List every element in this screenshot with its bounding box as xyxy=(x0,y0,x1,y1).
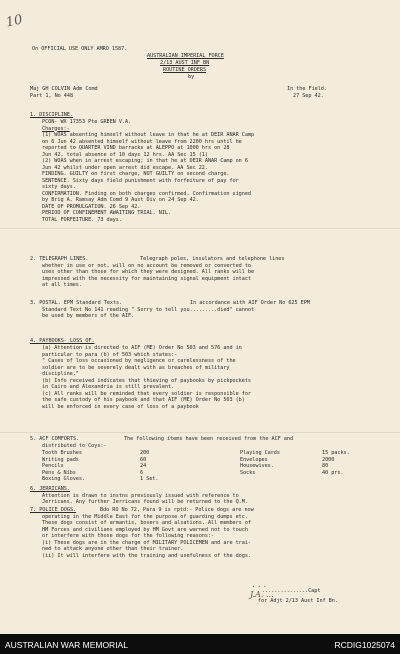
discipline-line: DATE OF PROMULGATION. 26 Sep 42. xyxy=(42,203,141,210)
section-heading-paybooks: 4. PAYBOOKS- LOSS OF. xyxy=(30,338,95,344)
paybooks-line: in Cairo and Alexandria is still prevalent. xyxy=(42,384,175,390)
telegraph-line: whether in use or not, will on no account be removed or converted to xyxy=(42,262,251,269)
paybooks-line: (b) Info received indicates that thieving of paybooks by pickpockets xyxy=(42,377,251,384)
police-dogs-line: (i) These dogs are in the charge of MILITARY POLICEMEN and are trai- xyxy=(42,539,251,546)
handwritten-signature: J.A. ... xyxy=(250,590,274,599)
signature-dots: ...............Capt xyxy=(262,588,321,594)
header-unit-title: AUSTRALIAN IMPERIAL FORCE xyxy=(147,53,224,59)
telegraph-line: impressed with the necessity for maintaining signal equipment intact xyxy=(42,275,251,282)
fold-crease xyxy=(0,228,400,229)
discipline-line: CONFIRMATION. Finding on both charges confirmed. Confirmation signed xyxy=(42,190,251,197)
jerricans-line: Jerricans. Any further Jerricans found will be returned to the Q.M. xyxy=(42,499,248,505)
telegraph-line: Telegraph poles, insulators and telephone lines xyxy=(140,256,285,262)
discipline-line: FINDING. GUILTY on first charge, NOT GUILTY on second charge. xyxy=(42,171,230,177)
comfort-item-name: Pencils xyxy=(42,463,64,469)
police-dogs-line: HM Forces and civilians employed by HM Govt are warned not to touch xyxy=(42,526,248,533)
police-dogs-line: (ii) It will interfere with the training and usefulness of the dogs. xyxy=(42,552,251,559)
paybooks-line: will be enforced in every case of loss of a paybook xyxy=(42,403,199,410)
discipline-line: sixty days. xyxy=(42,184,76,190)
archive-record-id: RCDIG1025074 xyxy=(334,640,395,650)
paybooks-line: discipline," xyxy=(42,371,79,377)
comfort-item-qty: 2000 xyxy=(322,456,335,463)
header-battalion: 2/13 AUST INF BN xyxy=(160,60,210,66)
postal-line: Standard Text No 141 reading " Sorry to tell you.........died" cannot xyxy=(42,306,255,313)
paybooks-line: the safe custody of his paybook and that AIF (ME) Order No 503 (b) xyxy=(42,397,245,403)
comfort-item-name: Housewives. xyxy=(240,463,274,469)
comfort-item-qty: 6 xyxy=(140,469,144,476)
comfort-item-qty: 1 Set. xyxy=(140,476,159,482)
discipline-line: by Brig A. Ramsay Adm Comd 9 Aust Div on 24 Sep 42. xyxy=(42,197,199,203)
discipline-line: Charges:- xyxy=(42,125,70,132)
comfort-item-name: Pens & Nibs xyxy=(42,469,76,476)
paybooks-line: soldier are to be severely dealt with as breaches of military xyxy=(42,364,230,371)
header-by: by xyxy=(188,74,195,80)
archive-name: AUSTRALIAN WAR MEMORIAL xyxy=(5,640,128,650)
comfort-item-name: Socks xyxy=(240,469,256,476)
fold-crease xyxy=(0,432,400,433)
part-number: Part 1, No 448 xyxy=(30,93,74,99)
section-heading-police-dogs: 7. POLICE DOGS. xyxy=(30,507,77,513)
archive-footer-bar xyxy=(0,634,400,654)
jerricans-line: Attention is drawn to instns previously issued with reference to xyxy=(42,492,239,499)
police-dogs-line: operating in the Middle East for the purpose of guarding dumps etc. xyxy=(42,513,248,520)
paybooks-line: " Cases of loss occasioned by negligence or carelessness of the xyxy=(42,358,236,364)
telegraph-line: at all times. xyxy=(42,282,82,288)
signature-line: for Adjt 2/13 Aust Inf Bn. xyxy=(258,598,338,604)
discipline-line: PCON- WX 17353 Pte GREEN V.A. xyxy=(42,119,132,125)
comfort-item-qty: 200 xyxy=(140,450,150,456)
classification-line: On OFFICIAL USE ONLY AMRO 1587. xyxy=(32,46,128,52)
discipline-line: on 6 Jun 42 absented himself without leave from 2200 hrs until he xyxy=(42,138,242,145)
discipline-line: Jun 42 whilst under open arrest did escape. AA Sec 22. xyxy=(42,164,208,171)
discipline-line: (2) WOAS when in arrest escaping; in that he at DEIR ANAR Camp on 6 xyxy=(42,158,248,164)
section-heading-postal: 3. POSTAL. EPM Standard Texts. xyxy=(30,300,123,306)
discipline-line: TOTAL FORFEITURE. 73 days. xyxy=(42,216,122,223)
police-dogs-line: ned to attack anyone other than their trainer. xyxy=(42,546,184,552)
comfort-item-name: Envelopes xyxy=(240,456,268,463)
section-heading-telegraph: 2. TELEGRAPH LINES. xyxy=(30,256,89,262)
comfort-item-name: Playing Cards xyxy=(240,450,280,456)
telegraph-line: uses other than those for which they were designed. All ranks will be xyxy=(42,269,255,275)
discipline-line: Jun 42, total absence of 10 days 12 hrs. AA Sec 15 (1) xyxy=(42,151,208,158)
discipline-line: reported to QUARTER VIND barracks at ALEPPO at 1000 hrs on 28 xyxy=(42,145,230,151)
police-dogs-line: or interfere with those dogs for the following reasons:- xyxy=(42,533,215,539)
handwritten-folio-number: 10 xyxy=(4,12,24,31)
discipline-line: (1) WOAS absenting himself without leave in that he at DEIR ANAR Camp xyxy=(42,132,255,138)
comfort-item-qty: 15 packs. xyxy=(322,450,350,456)
paybooks-line: (c) All ranks will be reminded that every soldier is responsible for xyxy=(42,390,251,397)
postal-line: In accordance with AIF Order No 625 EPM xyxy=(190,300,310,306)
comfort-item-qty: 80 xyxy=(322,463,329,469)
comfort-item-name: Writing pads xyxy=(42,456,79,463)
place-line: In the Field. xyxy=(287,86,327,92)
police-dogs-line: Bdo RO No 72, Para 9 is rptd:- Police dogs are now xyxy=(100,507,254,513)
comfort-item-qty: 40 prs. xyxy=(322,469,344,476)
comforts-intro: distributed to Coys:- xyxy=(42,442,107,449)
discipline-line: PERIOD OF CONFINEMENT AWAITING TRIAL. NIL. xyxy=(42,210,172,216)
police-dogs-line: These dogs consist of armantis, boxers and alsations. All members of xyxy=(42,520,251,526)
comforts-intro: The following items have been received from the ACF and xyxy=(124,436,294,442)
postal-line: be used by members of the AIF. xyxy=(42,313,135,319)
header-routine-orders: ROUTINE ORDERS xyxy=(163,67,207,73)
paybooks-line: (a) Attention is directed to AIF (ME) Order No 503 and 576 and in xyxy=(42,345,242,351)
comfort-item-qty: 24 xyxy=(140,463,147,469)
section-heading-discipline: 1. DISCIPLINE. xyxy=(30,112,74,118)
section-heading-comforts: 5. ACF COMFORTS. xyxy=(30,436,80,442)
comfort-item-name: Tooth Brushes xyxy=(42,450,82,456)
section-heading-jerricans: 6. JERRICANS. xyxy=(30,486,70,492)
comfort-item-name: Boxing Gloves. xyxy=(42,476,86,482)
commander-line: Maj GH COLVIN Adm Comd xyxy=(30,86,98,92)
paybooks-line: particular to para (b) of 503 which states:- xyxy=(42,351,178,358)
order-date: 27 Sep 42. xyxy=(293,93,324,99)
comfort-item-qty: 60 xyxy=(140,456,147,463)
handwritten-signature-marks: . . . xyxy=(252,580,267,590)
discipline-line: SENTENCE. Sixty days field punishment with forfeiture of pay for xyxy=(42,177,239,184)
